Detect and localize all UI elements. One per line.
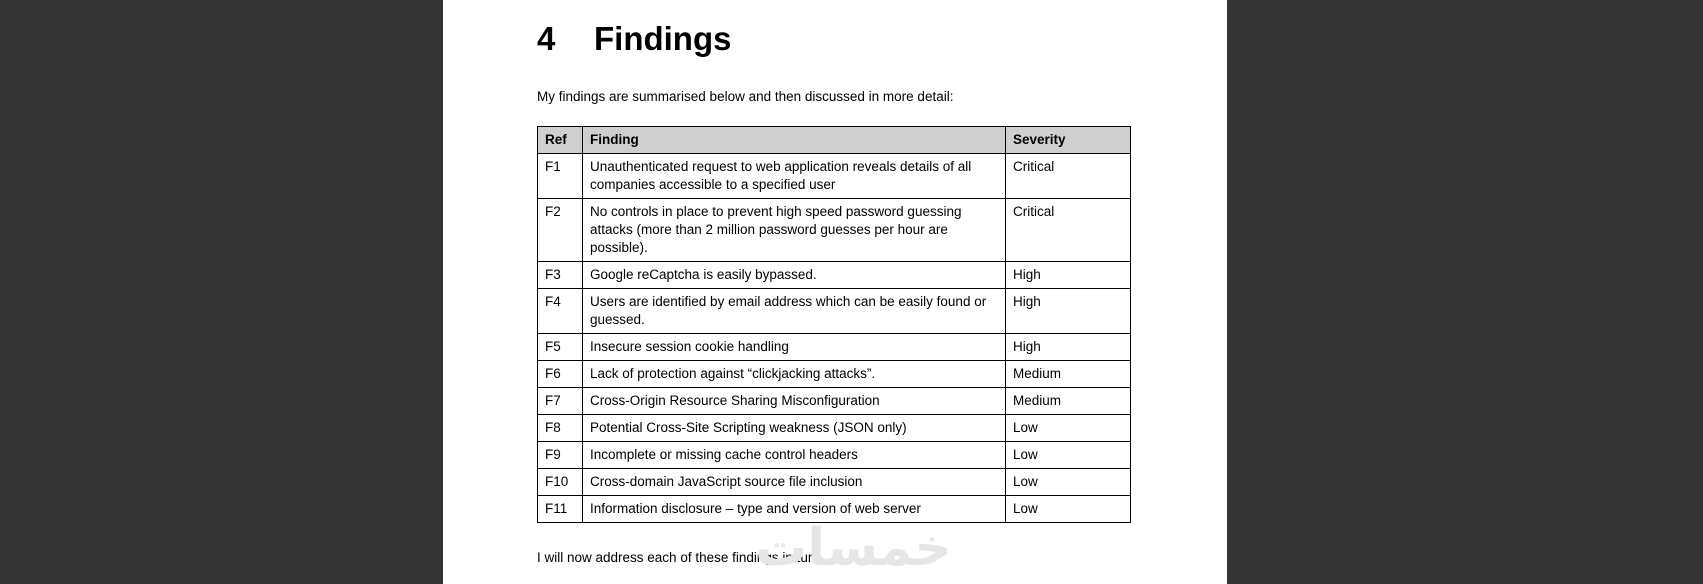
cell-finding: Cross-domain JavaScript source file inclusion (583, 469, 1006, 496)
table-row (538, 199, 1131, 262)
header-severity: Severity (1006, 127, 1131, 154)
cell-ref: F3 (538, 262, 583, 289)
section-heading (537, 20, 731, 58)
cell-finding: Information disclosure – type and version of web server (583, 496, 1006, 523)
cell-ref: F8 (538, 415, 583, 442)
document-page (443, 0, 1227, 584)
cell-severity: Low (1006, 442, 1131, 469)
table-row (538, 388, 1131, 415)
cell-severity: High (1006, 289, 1131, 334)
cell-ref: F6 (538, 361, 583, 388)
cell-ref: F9 (538, 442, 583, 469)
cell-severity: Critical (1006, 154, 1131, 199)
cell-ref: F4 (538, 289, 583, 334)
section-number: 4 (537, 20, 556, 57)
cell-severity: Critical (1006, 199, 1131, 262)
table-row (538, 154, 1131, 199)
cell-ref: F2 (538, 199, 583, 262)
intro-paragraph: My findings are summarised below and then discussed in more detail: (537, 89, 954, 104)
findings-table (537, 126, 1131, 523)
cell-finding: Potential Cross-Site Scripting weakness (JSON only) (583, 415, 1006, 442)
closing-paragraph: I will now address each of these findings in turn. (537, 550, 824, 565)
table-row (538, 469, 1131, 496)
table-row (538, 361, 1131, 388)
section-title: Findings (594, 20, 732, 57)
cell-severity: Medium (1006, 361, 1131, 388)
cell-severity: Low (1006, 496, 1131, 523)
cell-severity: Low (1006, 469, 1131, 496)
cell-severity: High (1006, 334, 1131, 361)
cell-finding: Incomplete or missing cache control headers (583, 442, 1006, 469)
cell-finding: Users are identified by email address which can be easily found or guessed. (583, 289, 1006, 334)
table-header-row (538, 127, 1131, 154)
cell-finding: Lack of protection against “clickjacking attacks”. (583, 361, 1006, 388)
cell-finding: Cross-Origin Resource Sharing Misconfiguration (583, 388, 1006, 415)
cell-ref: F10 (538, 469, 583, 496)
cell-finding: No controls in place to prevent high speed password guessing attacks (more than 2 million password guesses per hour are possible). (583, 199, 1006, 262)
table-row (538, 262, 1131, 289)
cell-ref: F5 (538, 334, 583, 361)
cell-finding: Unauthenticated request to web application reveals details of all companies accessible to a specified user (583, 154, 1006, 199)
table-row (538, 442, 1131, 469)
table-row (538, 415, 1131, 442)
cell-finding: Google reCaptcha is easily bypassed. (583, 262, 1006, 289)
table-row (538, 289, 1131, 334)
cell-severity: Medium (1006, 388, 1131, 415)
cell-severity: Low (1006, 415, 1131, 442)
cell-ref: F7 (538, 388, 583, 415)
cell-severity: High (1006, 262, 1131, 289)
table-row (538, 334, 1131, 361)
cell-ref: F11 (538, 496, 583, 523)
watermark-logo: خمسات (755, 518, 953, 578)
cell-ref: F1 (538, 154, 583, 199)
header-ref: Ref (538, 127, 583, 154)
header-finding: Finding (583, 127, 1006, 154)
cell-finding: Insecure session cookie handling (583, 334, 1006, 361)
